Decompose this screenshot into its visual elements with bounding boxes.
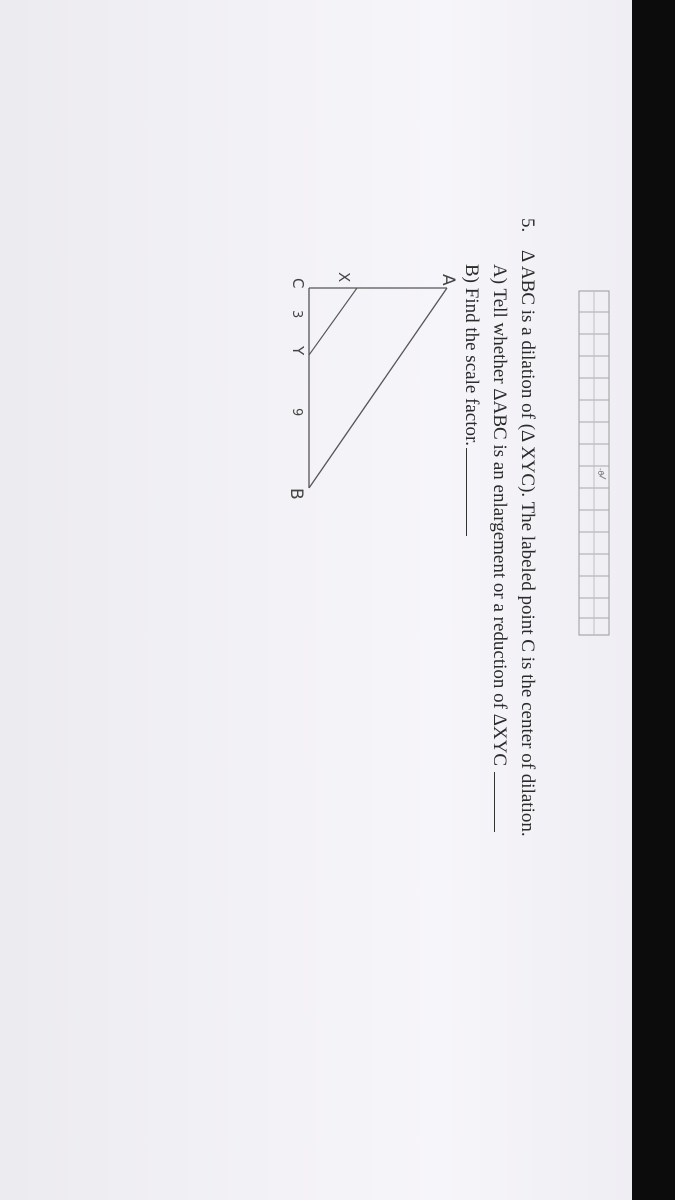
label-CB-length: 9: [289, 408, 304, 417]
label-B: B: [286, 488, 306, 500]
label-X: X: [335, 272, 353, 283]
side-AB: [309, 288, 447, 488]
dilation-figure: [286, 272, 458, 540]
part-a-answer-blank[interactable]: [494, 772, 509, 832]
part-b-answer-blank[interactable]: [466, 448, 481, 536]
part-a-question: [488, 264, 510, 832]
grid-tick-label: -6: [596, 468, 605, 476]
problem-number: 5.: [517, 218, 538, 233]
part-b-question: [460, 264, 482, 536]
label-Y: Y: [289, 346, 307, 356]
side-XY: [309, 288, 357, 355]
part-b-text: B) Find the scale factor.: [461, 264, 482, 447]
coordinate-grid: [578, 290, 610, 636]
problem-statement: Δ ABC is a dilation of (Δ XYC). The labeled point C is the center of dilation.: [517, 250, 538, 837]
part-a-text: A) Tell whether ΔABC is an enlargement or a reduction of ΔXYC: [489, 264, 510, 767]
label-CY-length: 3: [289, 310, 304, 319]
label-C: C: [289, 278, 307, 289]
label-A: A: [438, 274, 458, 286]
